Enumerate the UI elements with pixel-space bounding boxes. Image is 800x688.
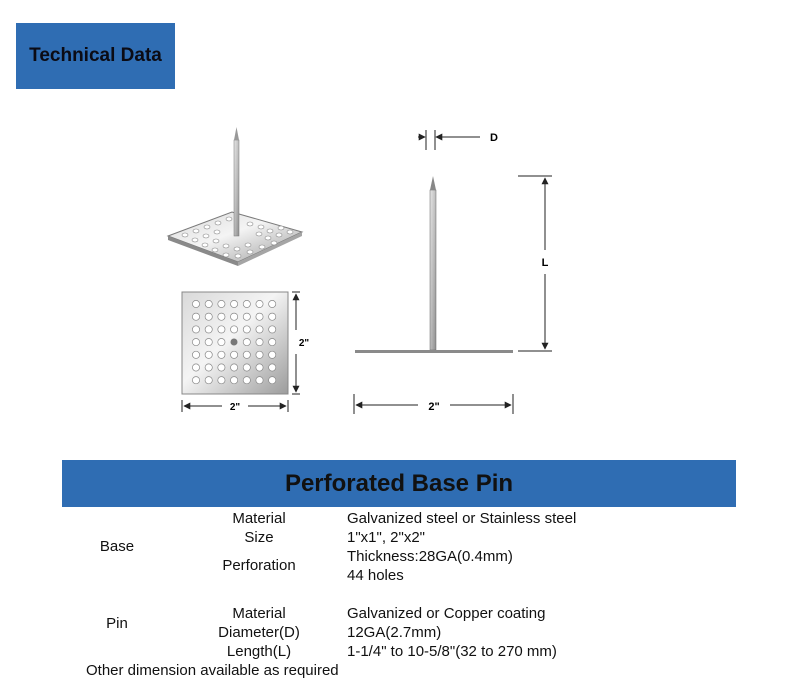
base-plate-top-view — [182, 292, 309, 413]
base-group-label: Base — [99, 538, 135, 555]
plate-height-dimension: 2" — [298, 338, 310, 349]
pin-length-label: Length(L) — [226, 643, 292, 660]
plate-hole — [205, 351, 212, 358]
pin-group-label: Pin — [106, 615, 128, 632]
plate-hole — [269, 364, 276, 371]
plate-hole — [256, 377, 263, 384]
table-title-bar — [62, 460, 736, 507]
pin-shaft-3d — [234, 140, 239, 236]
plate-hole — [218, 339, 225, 346]
plate-hole — [243, 364, 250, 371]
plate-width-dimension: 2" — [229, 402, 241, 413]
plate-hole — [218, 300, 225, 307]
pin-length-value: 1-1/4" to 10-5/8"(32 to 270 mm) — [347, 643, 557, 660]
base-holes-value: 44 holes — [347, 567, 404, 584]
technical-data-title: Technical Data — [29, 45, 162, 66]
length-label: L — [541, 257, 549, 269]
pin-material-label: Material — [232, 605, 286, 622]
plate-hole — [243, 351, 250, 358]
plate-hole — [231, 351, 238, 358]
plate-hole — [205, 300, 212, 307]
plate-hole — [256, 313, 263, 320]
plate-hole — [192, 326, 199, 333]
plate-hole — [192, 377, 199, 384]
plate-hole — [218, 377, 225, 384]
plate-hole — [218, 313, 225, 320]
pin-side-profile — [354, 130, 552, 414]
plate-hole — [269, 326, 276, 333]
table-title: Perforated Base Pin — [284, 469, 514, 497]
pin-tip-3d — [234, 127, 239, 140]
plate-hole — [192, 300, 199, 307]
table-note: Other dimension available as required — [86, 662, 339, 679]
plate-hole — [231, 326, 238, 333]
pin-tip-side — [430, 176, 436, 190]
base-material-label: Material — [232, 510, 286, 527]
plate-hole — [256, 351, 263, 358]
plate-hole — [231, 313, 238, 320]
plate-hole — [205, 339, 212, 346]
plate-hole — [243, 300, 250, 307]
plate-hole — [192, 364, 199, 371]
plate-hole — [243, 377, 250, 384]
plate-hole — [218, 351, 225, 358]
plate-hole — [269, 351, 276, 358]
plate-hole — [269, 313, 276, 320]
plate-hole — [205, 313, 212, 320]
diameter-label: D — [490, 132, 498, 144]
plate-hole — [269, 339, 276, 346]
plate-hole — [269, 377, 276, 384]
pin-diameter-label: Diameter(D) — [218, 624, 300, 641]
pin-shaft-side — [430, 190, 436, 350]
plate-hole — [243, 313, 250, 320]
plate-hole — [256, 326, 263, 333]
plate-hole — [218, 364, 225, 371]
base-thickness-value: Thickness:28GA(0.4mm) — [347, 548, 513, 565]
plate-center-pin — [231, 339, 238, 346]
technical-data-badge — [16, 23, 175, 89]
plate-hole — [269, 300, 276, 307]
plate-hole — [205, 364, 212, 371]
plate-hole — [192, 313, 199, 320]
plate-hole — [218, 326, 225, 333]
base-size-value: 1"x1", 2"x2" — [347, 529, 426, 546]
plate-hole — [243, 326, 250, 333]
plate-hole — [231, 300, 238, 307]
plate-hole — [243, 339, 250, 346]
plate-hole — [231, 377, 238, 384]
plate-hole — [256, 364, 263, 371]
plate-hole — [205, 377, 212, 384]
technical-drawing — [0, 100, 800, 430]
plate-hole — [192, 351, 199, 358]
pin-diameter-value: 12GA(2.7mm) — [347, 624, 442, 641]
pin-base-side — [355, 350, 513, 353]
base-perforation-label: Perforation — [222, 557, 296, 574]
plate-hole — [231, 364, 238, 371]
plate-hole — [256, 339, 263, 346]
pin-3d-view — [168, 127, 302, 266]
base-material-value: Galvanized steel or Stainless steel — [347, 510, 577, 527]
pin-material-value: Galvanized or Copper coating — [347, 605, 546, 622]
plate-hole — [256, 300, 263, 307]
base-size-label: Size — [244, 529, 274, 546]
base-width-dimension: 2" — [428, 401, 440, 413]
plate-hole — [192, 339, 199, 346]
plate-hole — [205, 326, 212, 333]
